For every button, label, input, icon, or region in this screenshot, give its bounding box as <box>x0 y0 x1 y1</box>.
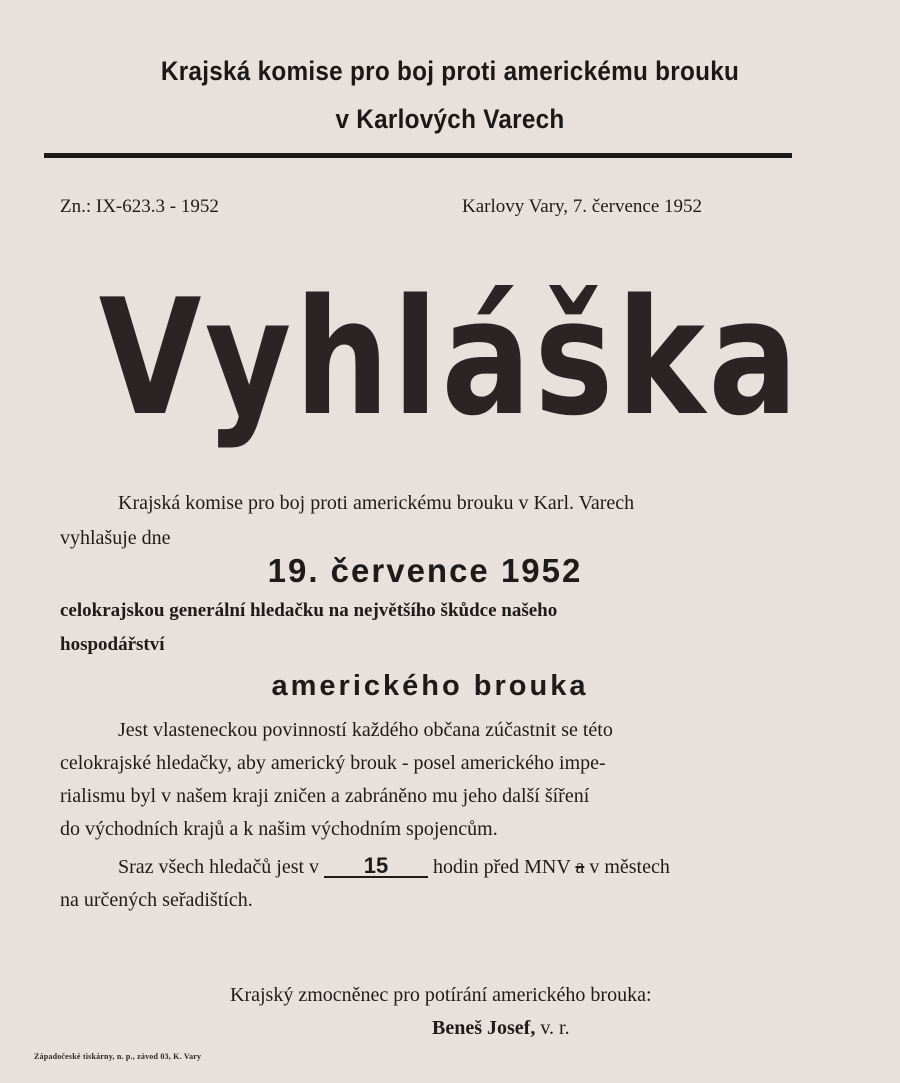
duty-line-4: do východních krajů a k našim východním spojencům. <box>60 818 498 840</box>
duty-line-1: Jest vlasteneckou povinností každého občana zúčastnit se této <box>118 719 613 741</box>
header-line-1: Krajská komise pro boj proti americkému brouku <box>160 56 740 86</box>
meeting-line-1 <box>118 853 670 879</box>
meeting-mid: hodin před MNV <box>433 856 571 878</box>
header-rule <box>44 153 792 158</box>
duty-line-2: celokrajské hledačky, aby americký brouk - posel amerického impe- <box>60 752 606 774</box>
signatory-name-line <box>432 1017 570 1040</box>
place-date: Karlovy Vary, 7. července 1952 <box>462 196 703 217</box>
search-line-2: hospodářství <box>60 634 165 655</box>
printer-imprint: Západočeské tiskárny, n. p., závod 03, K. Vary <box>34 1052 202 1061</box>
reference-number: Zn.: IX-623.3 - 1952 <box>60 196 219 217</box>
meeting-suffix: v městech <box>589 856 670 878</box>
meeting-prefix: Sraz všech hledačů jest v <box>118 856 320 878</box>
event-date: 19. července 1952 <box>267 552 583 589</box>
header-line-2: v Karlových Varech <box>335 104 565 134</box>
beetle-heading: amerického brouka <box>271 670 589 702</box>
meeting-struck-text: a <box>575 856 585 878</box>
meeting-line-2: na určených seřadištích. <box>60 889 253 911</box>
document-title: Vyhláška <box>98 264 802 451</box>
search-line-1: celokrajskou generální hledačku na největšího škůdce našeho <box>60 600 558 621</box>
signatory-role: Krajský zmocněnec pro potírání amerického brouka: <box>230 984 652 1006</box>
signatory-suffix: v. r. <box>540 1017 570 1039</box>
intro-line-2: vyhlašuje dne <box>60 527 171 549</box>
intro-line-1: Krajská komise pro boj proti americkému brouku v Karl. Varech <box>118 492 635 514</box>
duty-line-3: rialismu byl v našem kraji zničen a zabráněno mu jeho další šíření <box>60 785 590 807</box>
meeting-hour-field: 15 <box>324 856 428 878</box>
signatory-name: Beneš Josef, <box>432 1017 536 1039</box>
